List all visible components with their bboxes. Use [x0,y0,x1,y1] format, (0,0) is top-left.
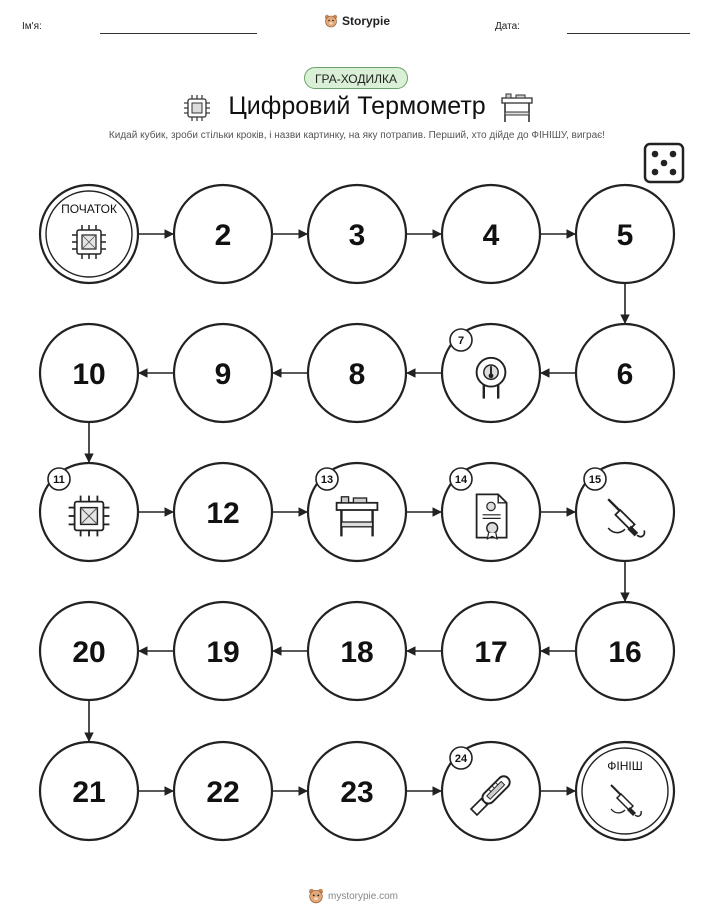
board-square-24 [442,742,540,840]
square-number: 4 [482,219,500,252]
brand-name: Storypie [342,14,391,28]
square-number: 9 [214,358,232,391]
square-number: 20 [72,636,106,669]
square-number: 3 [348,219,366,252]
board-square-15 [576,463,674,561]
badge-number: 11 [53,474,65,486]
board-square-22 [174,742,272,840]
board-square-18 [308,602,406,700]
board-square-2 [174,185,272,283]
square-number: 10 [72,358,106,391]
board-square-7 [442,324,540,422]
instructions-text: Кидай кубик, зроби стільки кроків, і назви картинку, на яку потрапив. Перший, хто дійде до ФІНІШУ, виграє! [108,130,606,141]
board-square-8 [308,324,406,422]
board-square-4 [442,185,540,283]
footer-url: mystorypie.com [328,890,399,902]
page-title: Цифровий Термометр [228,92,486,120]
finish-label: ФІНІШ [607,759,643,773]
square-number: 22 [206,776,240,809]
square-number: 18 [340,636,374,669]
square-number: 19 [206,636,240,669]
board-square-11 [40,463,138,561]
square-number: 16 [608,636,642,669]
board-square-23 [308,742,406,840]
board-square-1 [40,185,138,283]
square-circle [576,742,674,840]
square-number: 21 [72,776,106,809]
square-number: 2 [214,219,232,252]
board-square-14 [442,463,540,561]
square-number: 12 [206,497,240,530]
badge-number: 7 [457,335,465,347]
board-square-6 [576,324,674,422]
square-number: 6 [616,358,634,391]
badge-number: 15 [588,474,602,486]
badge-number: 14 [454,474,468,486]
board-square-17 [442,602,540,700]
date-label: Дата: [495,21,520,32]
board-square-19 [174,602,272,700]
bear-footer-icon [308,888,324,904]
board-square-13 [308,463,406,561]
badge-number: 24 [454,753,468,765]
board-square-25 [576,742,674,840]
square-number: 23 [340,776,374,809]
game-type-badge: ГРА-ХОДИЛКА [304,67,408,89]
board-square-10 [40,324,138,422]
footer [308,888,398,904]
board-square-20 [40,602,138,700]
name-label: Ім'я: [22,21,42,32]
square-number: 17 [474,636,508,669]
chip-icon [72,225,106,259]
board-square-21 [40,742,138,840]
board-square-9 [174,324,272,422]
board-square-5 [576,185,674,283]
certificate-icon [477,494,507,538]
chip-icon [69,496,110,537]
board-square-3 [308,185,406,283]
board-square-16 [576,602,674,700]
square-number: 5 [616,219,634,252]
board-square-12 [174,463,272,561]
square-number: 8 [348,358,366,391]
start-label: ПОЧАТОК [61,202,117,216]
badge-number: 13 [320,474,334,486]
